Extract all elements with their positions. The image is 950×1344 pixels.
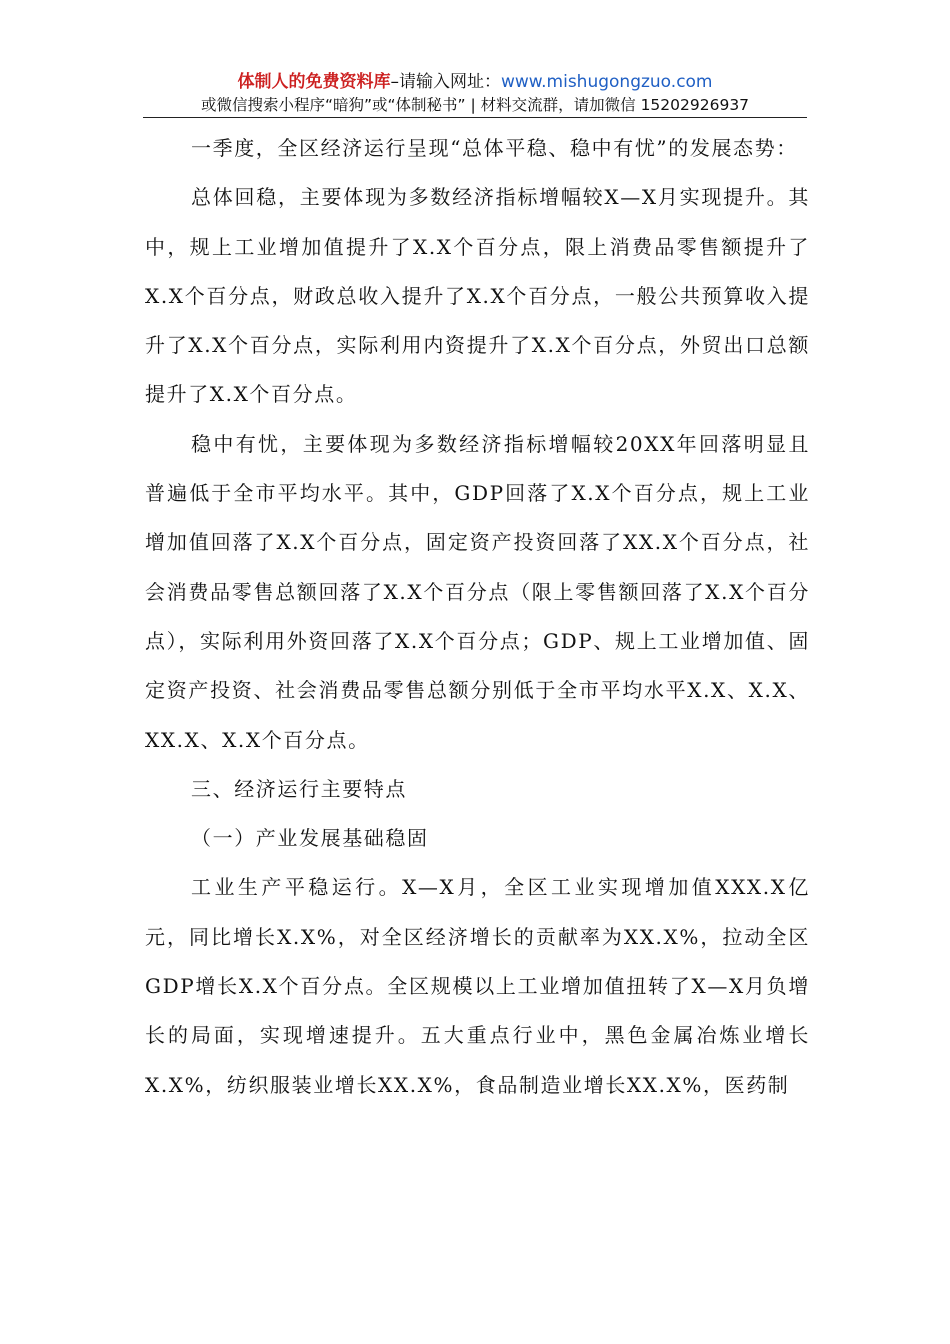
header-brand: 体制人的免费资料库	[237, 72, 391, 92]
paragraph-overview: 一季度，全区经济运行呈现“总体平稳、稳中有忧”的发展态势：	[191, 136, 798, 160]
header-contact-line: 或微信搜索小程序“暗狗”或“体制秘书” | 材料交流群，请加微信 15202926937	[200, 96, 750, 114]
section-heading: 三、经济运行主要特点	[191, 776, 407, 801]
document-body	[145, 124, 810, 1110]
subsection-heading: （一）产业发展基础稳固	[191, 826, 429, 851]
page-header	[143, 70, 807, 116]
header-prompt: –请输入网址：	[390, 72, 501, 92]
header-divider	[143, 117, 807, 118]
header-banner	[143, 70, 807, 94]
paragraph-stabilization: 总体回稳，主要体现为多数经济指标增幅较X—X月实现提升。其中，规上工业增加值提升了X.X个百分点，限上消费品零售额提升了X.X个百分点，财政总收入提升了X.X个百分点，一般公共预算收入提升了X.X个百分点，实际利用内资提升了X.X个百分点，外贸出口总额提升了X.X个百分点。	[145, 185, 810, 407]
paragraph-concerns: 稳中有忧，主要体现为多数经济指标增幅较20XX年回落明显且普遍低于全市平均水平。其中，GDP回落了X.X个百分点，规上工业增加值回落了X.X个百分点，固定资产投资回落了XX.X个百分点，社会消费品零售总额回落了X.X个百分点（限上零售额回落了X.X个百分点），实际利用外资回落了X.X个百分点；GDP、规上工业增加值、固定资产投资、社会消费品零售总额分别低于全市平均水平X.X、X.X、XX.X、X.X个百分点。	[145, 431, 810, 752]
header-url-link[interactable]: www.mishugongzuo.com	[500, 72, 713, 92]
paragraph-industry: 工业生产平稳运行。X—X月，全区工业实现增加值XXX.X亿元，同比增长X.X%，对全区经济增长的贡献率为XX.X%，拉动全区GDP增长X.X个百分点。全区规模以上工业增加值扭转了X—X月负增长的局面，实现增速提升。五大重点行业中，黑色金属冶炼业增长X.X%，纺织服装业增长XX.X%，食品制造业增长XX.X%，医药制	[145, 875, 810, 1097]
